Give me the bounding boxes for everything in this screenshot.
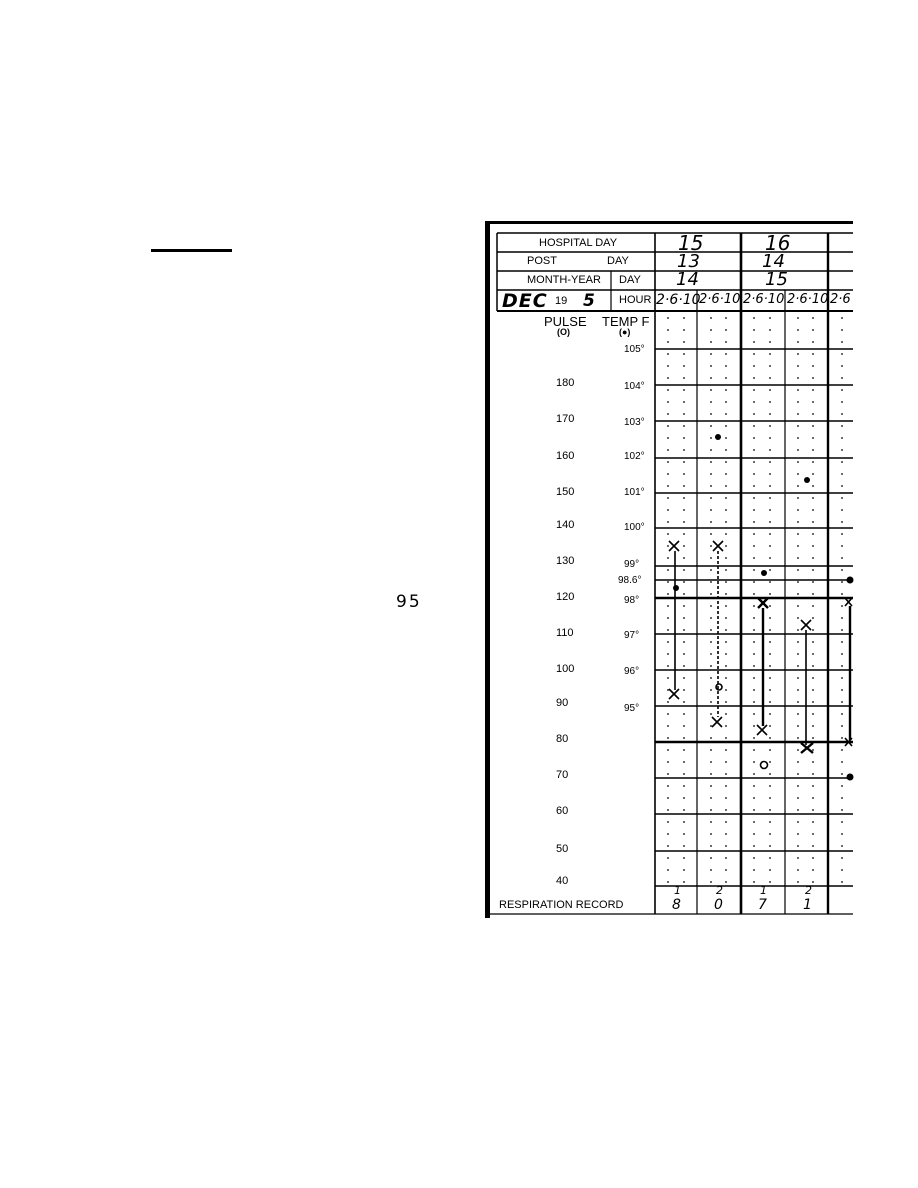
respiration-bottom: 8 bbox=[672, 897, 681, 913]
post-day-label: DAY bbox=[607, 255, 629, 267]
pulse-scale-label: 180 bbox=[556, 377, 575, 389]
pulse-scale-label: 100 bbox=[556, 663, 575, 675]
date-year: 5 bbox=[583, 291, 595, 311]
pulse-scale-label: 160 bbox=[556, 450, 575, 462]
temp-scale-label: 102° bbox=[624, 451, 645, 462]
pulse-scale-label: 110 bbox=[556, 627, 574, 639]
temp-scale-label: 101° bbox=[624, 487, 645, 498]
pulse-scale-label: 150 bbox=[556, 486, 575, 498]
pulse-scale-label: 170 bbox=[556, 413, 575, 425]
hours-col-3: 2·6·10 bbox=[743, 292, 785, 307]
temp-header: TEMP F bbox=[602, 314, 650, 329]
pulse-scale-label: 60 bbox=[556, 805, 569, 817]
pulse-scale-label: 50 bbox=[556, 843, 569, 855]
respiration-bottom: 1 bbox=[803, 897, 812, 913]
post-label: POST bbox=[527, 255, 557, 267]
pulse-scale-label: 130 bbox=[556, 555, 575, 567]
hours-col-1: 2·6·10 bbox=[656, 292, 701, 308]
margin-note: 95 bbox=[396, 592, 422, 612]
pulse-symbol: (O) bbox=[557, 327, 570, 337]
date-month: DEC bbox=[502, 290, 548, 312]
pulse-scale-label: 40 bbox=[556, 875, 569, 887]
temp-scale-label: 98.6° bbox=[618, 575, 642, 586]
respiration-top: 1 bbox=[760, 884, 767, 897]
temp-scale-label: 99° bbox=[624, 559, 640, 570]
respiration-bottom: 0 bbox=[714, 897, 723, 913]
temp-scale-label: 100° bbox=[624, 522, 645, 533]
day-value-2: 15 bbox=[765, 269, 788, 290]
pulse-scale-label: 90 bbox=[556, 697, 569, 709]
respiration-top: 2 bbox=[716, 884, 723, 897]
day-label: DAY bbox=[619, 274, 641, 286]
hospital-day-value-2: 16 bbox=[765, 231, 791, 255]
respiration-top: 2 bbox=[805, 884, 812, 897]
day-value-1: 14 bbox=[676, 269, 699, 290]
pulse-scale-label: 120 bbox=[556, 591, 575, 603]
pulse-scale-label: 140 bbox=[556, 519, 575, 531]
date-century: 19 bbox=[555, 295, 568, 307]
pulse-scale-label: 70 bbox=[556, 769, 569, 781]
temp-scale-label: 96° bbox=[624, 666, 640, 677]
temp-symbol: (●) bbox=[619, 327, 631, 337]
temp-scale-label: 104° bbox=[624, 381, 645, 392]
post-day-value-2: 14 bbox=[762, 251, 785, 272]
hospital-day-label: HOSPITAL DAY bbox=[539, 237, 618, 249]
pulse-header: PULSE bbox=[544, 314, 587, 329]
hour-label: HOUR bbox=[619, 294, 652, 306]
post-day-value-1: 13 bbox=[677, 251, 700, 272]
temp-scale-label: 97° bbox=[624, 630, 640, 641]
hospital-day-value-1: 15 bbox=[678, 231, 704, 255]
respiration-bottom: 7 bbox=[758, 897, 767, 913]
pulse-scale-label: 80 bbox=[556, 733, 569, 745]
month-year-label: MONTH-YEAR bbox=[527, 274, 601, 286]
hours-col-5: 2·6 bbox=[830, 292, 851, 307]
temp-scale-label: 105° bbox=[624, 344, 645, 355]
temp-scale-label: 95° bbox=[624, 703, 640, 714]
hours-col-4: 2·6·10 bbox=[787, 292, 829, 307]
respiration-label: RESPIRATION RECORD bbox=[499, 899, 624, 911]
hours-col-2: 2·6·10 bbox=[699, 292, 741, 307]
temp-scale-label: 103° bbox=[624, 417, 645, 428]
temp-scale-label: 98° bbox=[624, 595, 640, 606]
respiration-top: 1 bbox=[674, 884, 681, 897]
